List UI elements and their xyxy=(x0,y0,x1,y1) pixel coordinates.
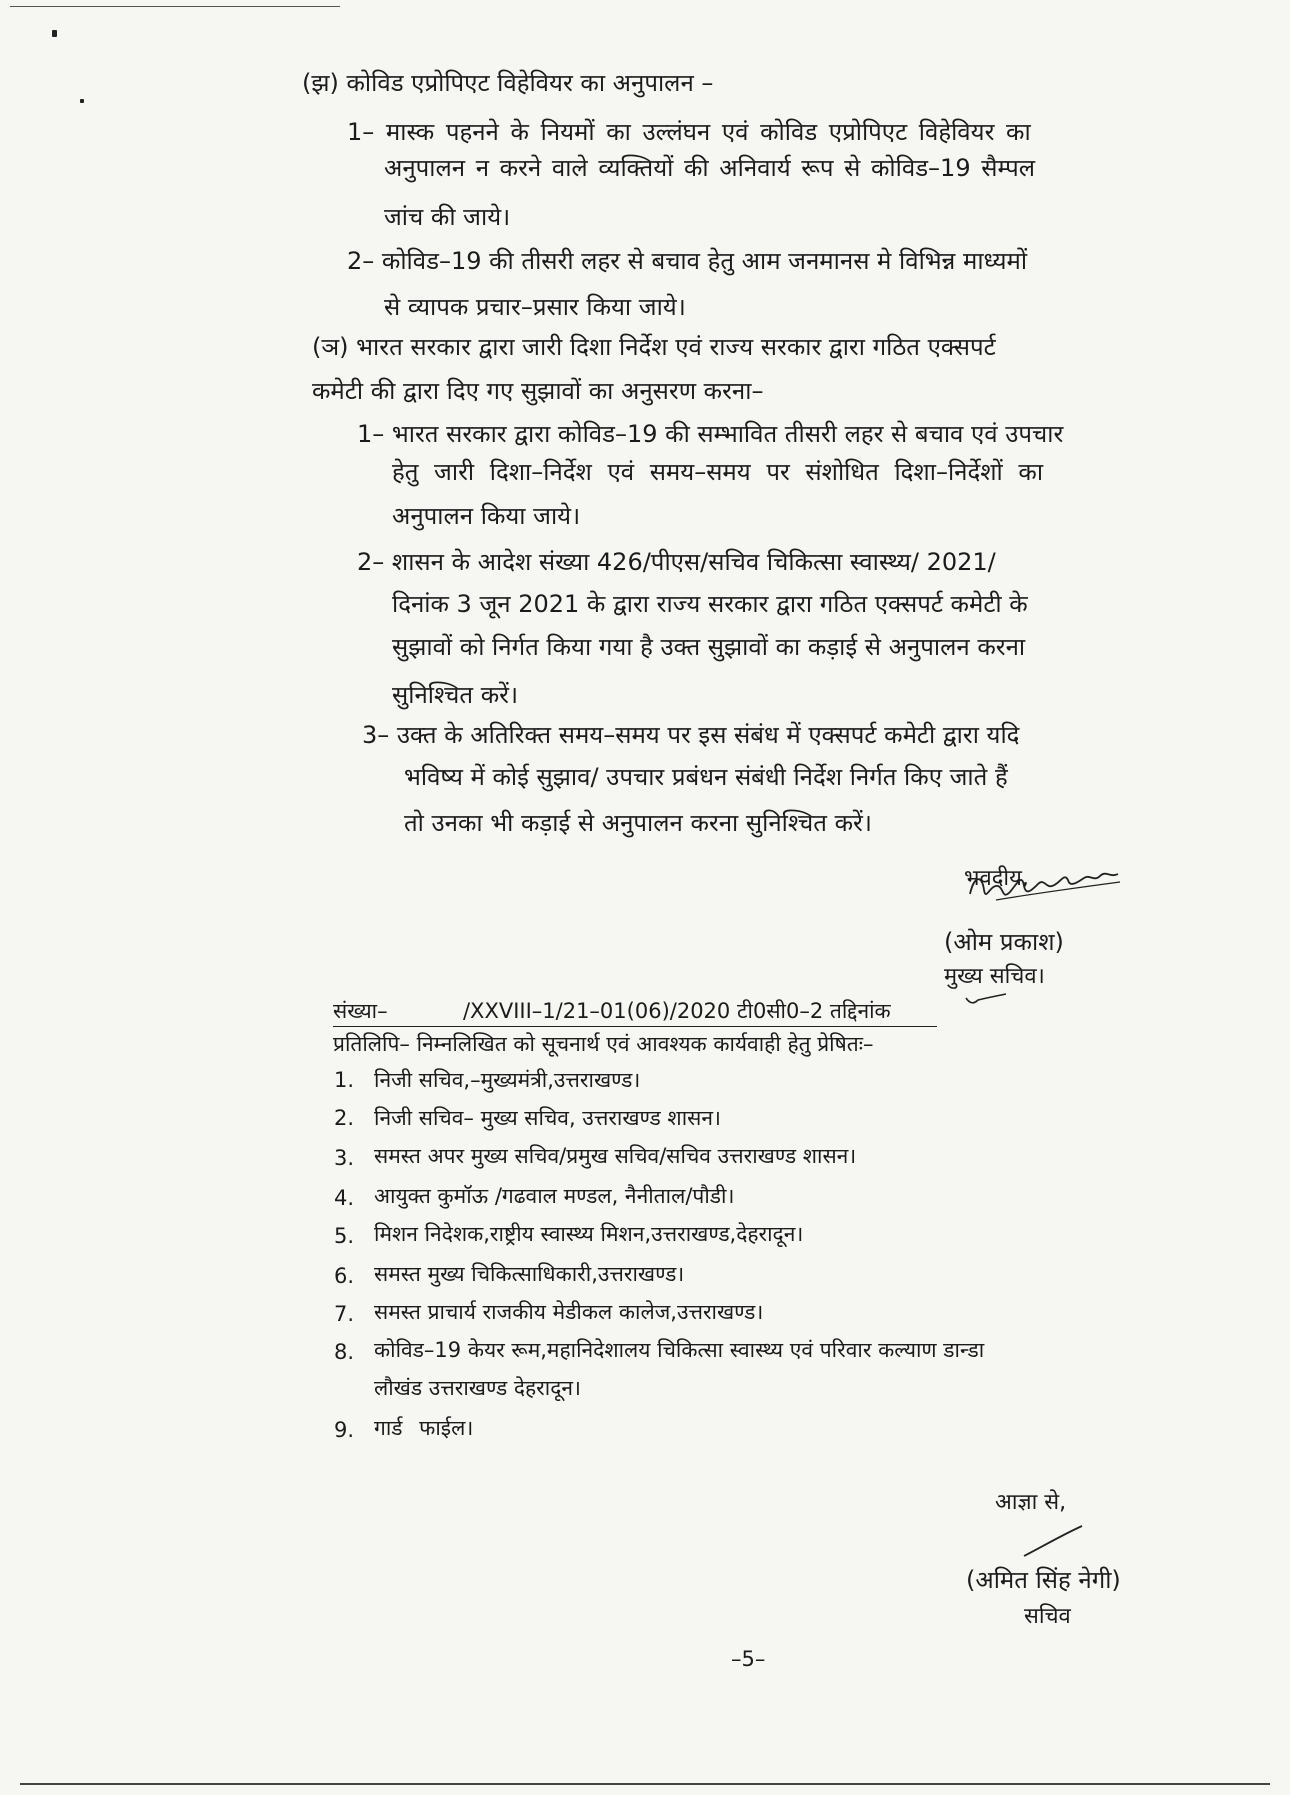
section-jh-item1-line3: जांच की जाये। xyxy=(384,203,511,231)
copy-item-text: समस्त प्राचार्य राजकीय मेडीकल कालेज,उत्तराखण्ड। xyxy=(374,1300,764,1324)
salutation: भवदीय, xyxy=(964,866,1029,891)
copy-item-text: निजी सचिव,–मुख्यमंत्री,उत्तराखण्ड। xyxy=(374,1068,641,1092)
handwritten-signature-1 xyxy=(960,856,1130,920)
copy-item-number: 3. xyxy=(334,1146,355,1170)
section-jh-item2-line2: से व्यापक प्रचार–प्रसार किया जाये। xyxy=(384,293,686,321)
section-nya-item3-line1: 3– उक्त के अतिरिक्त समय–समय पर इस संबंध में एक्सपर्ट कमेटी द्वारा यदि xyxy=(362,721,1020,749)
by-order-text: आज्ञा से, xyxy=(995,1490,1067,1515)
copy-item-text: आयुक्त कुमॉऊ /गढवाल मण्डल, नैनीताल/पौडी। xyxy=(374,1184,735,1208)
copy-item-number: 1. xyxy=(334,1068,355,1092)
section-nya-item3-line2: भविष्य में कोई सुझाव/ उपचार प्रबंधन संबंधी निर्देश निर्गत किए जाते हैं xyxy=(404,763,1008,791)
reference-label: संख्या– xyxy=(333,999,388,1023)
section-nya-item3-line3: तो उनका भी कड़ाई से अनुपालन करना सुनिश्चित करें। xyxy=(404,809,872,837)
section-nya-item2-line2: दिनांक 3 जून 2021 के द्वारा राज्य सरकार द्वारा गठित एक्सपर्ट कमेटी के xyxy=(392,590,1028,618)
section-nya-item2-line1: 2– शासन के आदेश संख्या 426/पीएस/सचिव चिकित्सा स्वास्थ्य/ 2021/ xyxy=(357,548,996,576)
section-nya-item1-line1: 1– भारत सरकार द्वारा कोविड–19 की सम्भावित तीसरी लहर से बचाव एवं उपचार xyxy=(357,420,1064,448)
section-jh-item1-line1: 1– मास्क पहनने के नियमों का उल्लंघन एवं कोविड एप्रोपिएट विहेवियर का xyxy=(347,118,1031,146)
copy-item-text: गार्ड फाईल। xyxy=(374,1416,474,1440)
signatory-designation-1: मुख्य सचिव। xyxy=(944,964,1045,989)
top-scan-edge xyxy=(10,6,340,7)
copy-item-text: निजी सचिव– मुख्य सचिव, उत्तराखण्ड शासन। xyxy=(374,1106,721,1130)
copy-item-number: 6. xyxy=(334,1264,355,1288)
scan-speck xyxy=(52,30,57,37)
copy-item-number: 2. xyxy=(334,1106,355,1130)
section-jh-item2-line1: 2– कोविड–19 की तीसरी लहर से बचाव हेतु आम जनमानस मे विभिन्न माध्यमों xyxy=(347,247,1028,275)
copy-item-number: 4. xyxy=(334,1186,355,1210)
section-nya-item2-line4: सुनिश्चित करें। xyxy=(392,681,519,709)
section-jh-item1-line2: अनुपालन न करने वाले व्यक्तियों की अनिवार्य रूप से कोविड–19 सैम्पल xyxy=(384,154,1036,182)
section-nya-item1-line2: हेतु जारी दिशा–निर्देश एवं समय–समय पर संशोधित दिशा–निर्देशों का xyxy=(392,458,1044,486)
copy-item-number: 8. xyxy=(334,1340,355,1364)
copy-item-text: समस्त अपर मुख्य सचिव/प्रमुख सचिव/सचिव उत्तराखण्ड शासन। xyxy=(374,1144,857,1168)
scan-speck xyxy=(80,99,84,103)
signatory-name-1: (ओम प्रकाश) xyxy=(944,928,1064,956)
copy-item-number: 5. xyxy=(334,1224,355,1248)
page-number: –5– xyxy=(731,1647,766,1671)
copy-to-intro: प्रतिलिपि– निम्नलिखित को सूचनार्थ एवं आवश्यक कार्यवाही हेतु प्रेषितः– xyxy=(333,1032,874,1056)
bottom-scan-edge xyxy=(20,1783,1270,1785)
section-nya-heading-line2: कमेटी की द्वारा दिए गए सुझावों का अनुसरण करना– xyxy=(312,377,764,405)
section-nya-item2-line3: सुझावों को निर्गत किया गया है उक्त सुझावों का कड़ाई से अनुपालन करना xyxy=(392,633,1026,661)
tick-mark xyxy=(962,990,1008,1014)
copy-item-text: मिशन निदेशक,राष्ट्रीय स्वास्थ्य मिशन,उत्तराखण्ड,देहरादून। xyxy=(374,1222,804,1246)
copy-item-text: समस्त मुख्य चिकित्साधिकारी,उत्तराखण्ड। xyxy=(374,1262,685,1286)
section-nya-heading-line1: (ञ) भारत सरकार द्वारा जारी दिशा निर्देश एवं राज्य सरकार द्वारा गठित एक्सपर्ट xyxy=(312,333,996,361)
section-nya-item1-line3: अनुपालन किया जाये। xyxy=(392,502,581,530)
signatory-name-2: (अमित सिंह नेगी) xyxy=(966,1566,1121,1594)
reference-number xyxy=(333,997,937,1027)
copy-item-number: 7. xyxy=(334,1302,355,1326)
signatory-designation-2: सचिव xyxy=(1024,1604,1071,1629)
reference-code: /XXVIII–1/21–01(06)/2020 टी0सी0–2 तद्दिनांक xyxy=(462,999,891,1023)
copy-item-text-continued: लौखंड उत्तराखण्ड देहरादून। xyxy=(374,1376,581,1400)
handwritten-signature-2 xyxy=(1020,1522,1090,1566)
copy-item-text: कोविड–19 केयर रूम,महानिदेशालय चिकित्सा स्वास्थ्य एवं परिवार कल्याण डान्डा xyxy=(374,1338,985,1362)
copy-item-number: 9. xyxy=(334,1418,355,1442)
section-jh-heading: (झ) कोविड एप्रोपिएट विहेवियर का अनुपालन – xyxy=(302,69,714,97)
